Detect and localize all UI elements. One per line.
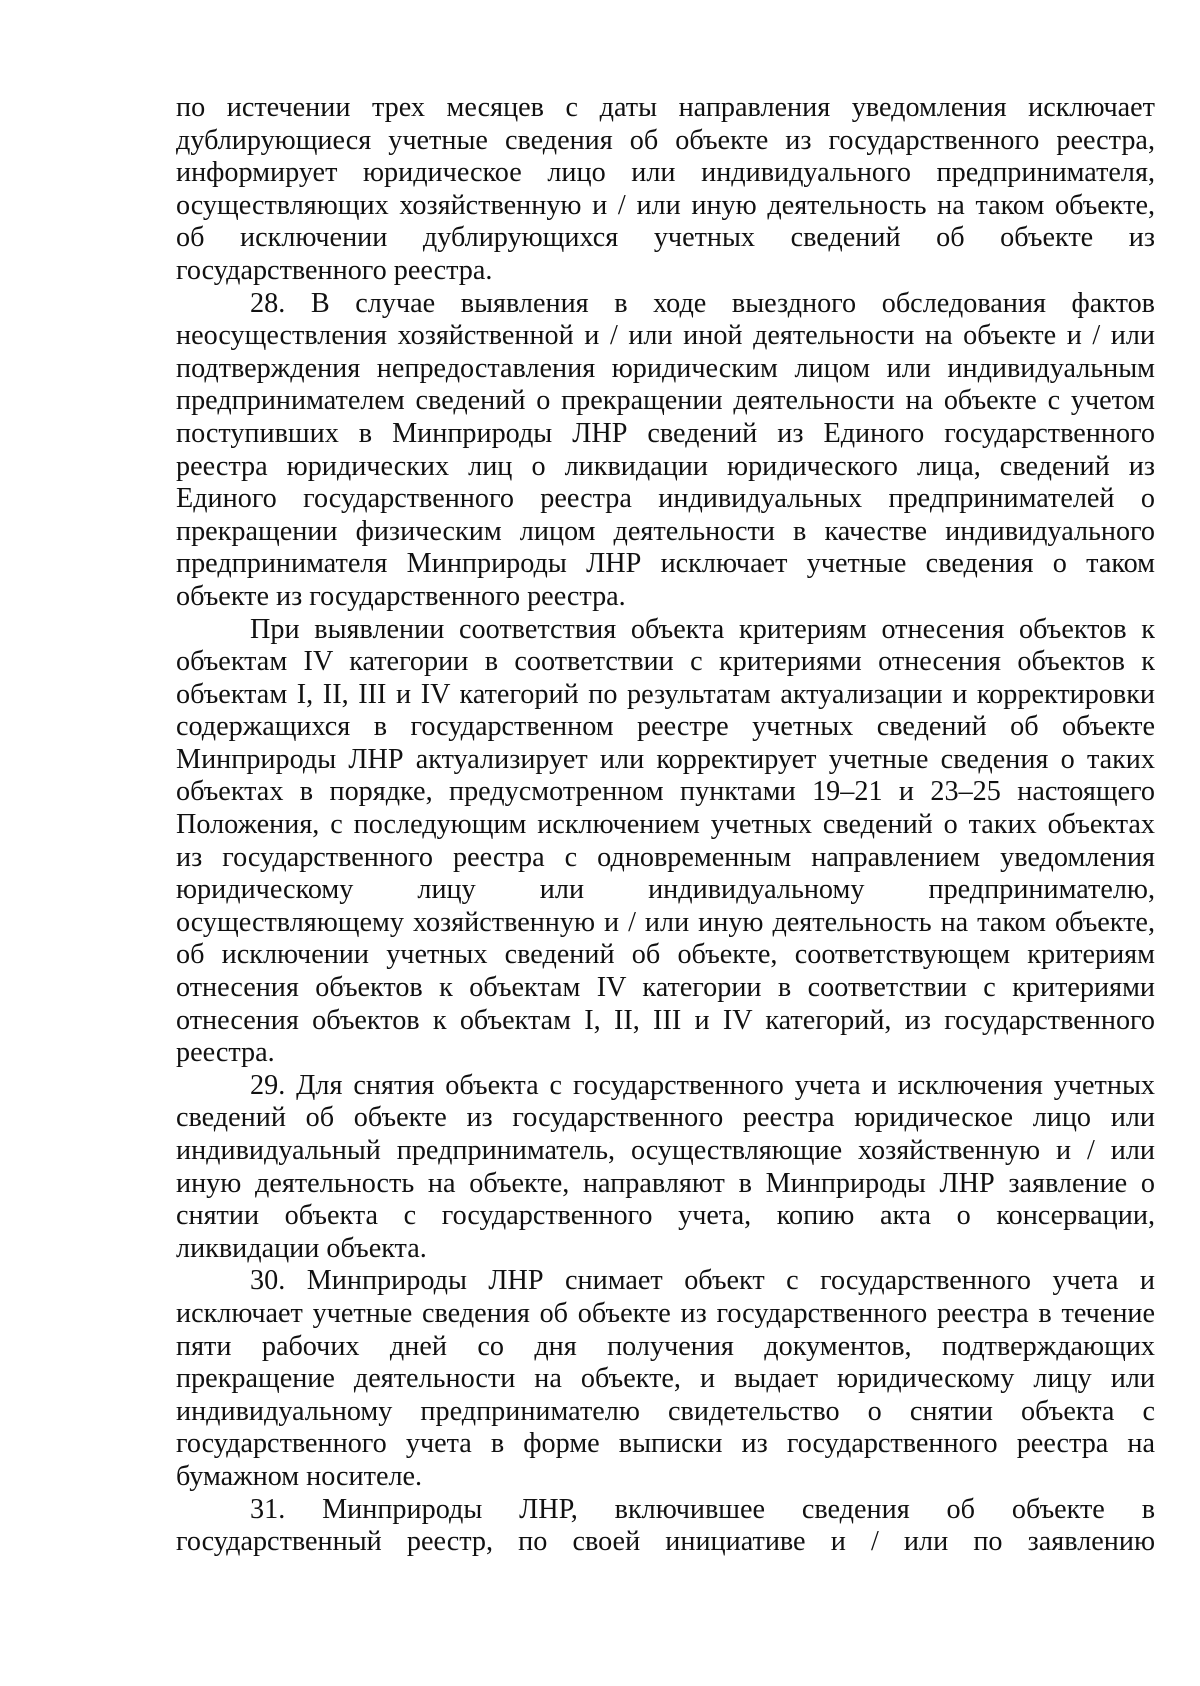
paragraph-30: 30. Минприроды ЛНР снимает объект с государственного учета и исключает учетные сведения об объекте из государственного реестра в течение пяти рабочих дней со дня получения документов, подтверждающих прекращение деятельности на объекте, и выдает юридическому лицу или индивидуальному предпринимателю свидетельство о снятии объекта с государственного учета в форме выписки из государственного реестра на бумажном носителе.: [176, 1265, 1155, 1492]
paragraph-28-objects-category-iv: При выявлении соответствия объекта критериям отнесения объектов к объектам IV категории в соответствии с критериями отнесения объектов к объектам I, II, III и IV категорий по результатам актуализации и корректировки содержащихся в государственном реестре учетных сведений об объекте Минприроды ЛНР актуализирует или корректирует учетные сведения о таких объектах в порядке, предусмотренном пунктами 19–21 и 23–25 настоящего Положения, с последующим исключением учетных сведений о таких объектах из государственного реестра с одновременным направлением уведомления юридическому лицу или индивидуальному предпринимателю, осуществляющему хозяйственную и / или иную деятельность на таком объекте, об исключении учетных сведений об объекте, соответствующем критериям отнесения объектов к объектам IV категории в соответствии с критериями отнесения объектов к объектам I, II, III и IV категорий, из государственного реестра.: [176, 613, 1155, 1069]
paragraph-29: 29. Для снятия объекта с государственного учета и исключения учетных сведений об объекте из государственного реестра юридическое лицо или индивидуальный предприниматель, осуществляющие хозяйственную и / или иную деятельность на объекте, направляют в Минприроды ЛНР заявление о снятии объекта с государственного учета, копию акта о консервации, ликвидации объекта.: [176, 1069, 1155, 1264]
paragraph-31: 31. Минприроды ЛНР, включившее сведения об объекте в государственный реестр, по своей инициативе и / или по заявлению: [176, 1493, 1155, 1558]
paragraph-continuation: по истечении трех месяцев с даты направления уведомления исключает дублирующиеся учетные сведения об объекте из государственного реестра, информирует юридическое лицо или индивидуального предпринимателя, осуществляющих хозяйственную и / или иную деятельность на таком объекте, об исключении дублирующихся учетных сведений об объекте из государственного реестра.: [176, 92, 1155, 286]
document-page: [176, 92, 1155, 1559]
paragraph-28: 28. В случае выявления в ходе выездного обследования фактов неосуществления хозяйственной и / или иной деятельности на объекте и / или подтверждения непредоставления юридическим лицом или индивидуальным предпринимателем сведений о прекращении деятельности на объекте с учетом поступивших в Минприроды ЛНР сведений из Единого государственного реестра юридических лиц о ликвидации юридического лица, сведений из Единого государственного реестра индивидуальных предпринимателей о прекращении физическим лицом деятельности в качестве индивидуального предпринимателя Минприроды ЛНР исключает учетные сведения о таком объекте из государственного реестра.: [176, 287, 1155, 612]
